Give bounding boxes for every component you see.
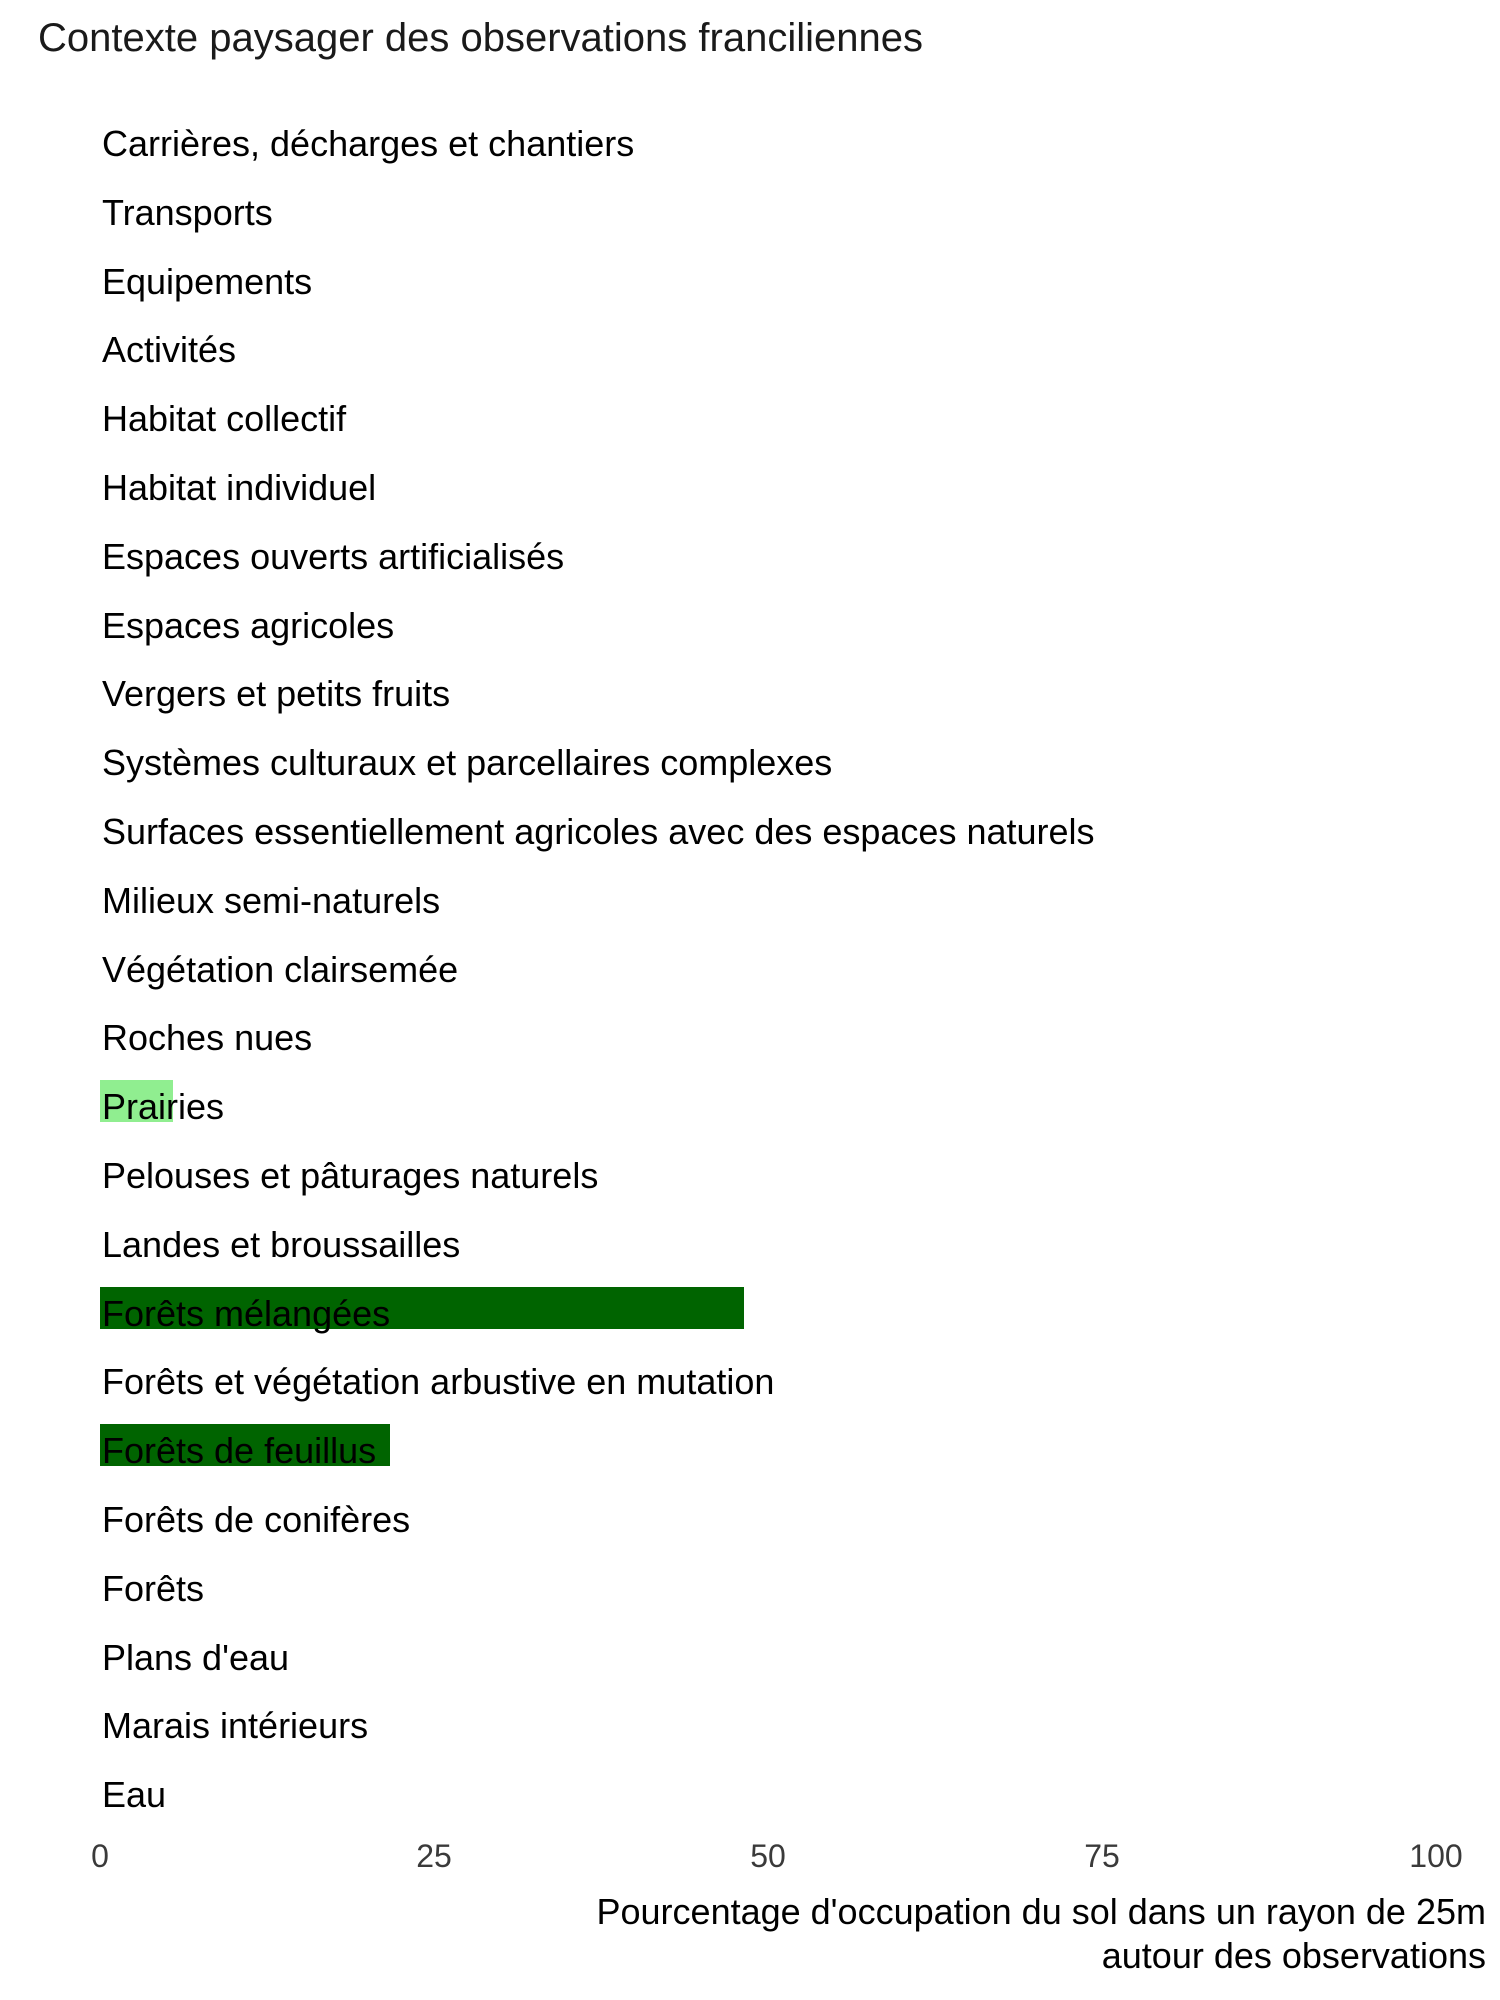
bar-row [100,248,1436,317]
category-label: Habitat individuel [102,467,377,508]
x-tick-label: 0 [91,1838,109,1874]
bar-row [100,1555,1436,1624]
bar-row [100,110,1436,179]
bar-row [100,454,1436,523]
bar-row [100,798,1436,867]
category-label: Habitat collectif [102,398,347,440]
category-label: Pelouses et pâturages naturels [102,1155,599,1196]
bar-row [100,1073,1436,1142]
x-tick-label: 75 [1084,1838,1120,1874]
bar-row [100,523,1436,592]
bar-row [100,592,1436,661]
bar-row [100,1624,1436,1693]
x-tick-label: 25 [416,1838,452,1874]
category-label: Forêts de conifères [102,1499,411,1540]
bar-row [100,936,1436,1005]
category-label: Roches nues [102,1017,313,1059]
category-label: Equipements [102,260,313,302]
bar-row [100,1761,1436,1830]
plot-area [100,110,1436,1830]
bar-row [100,1280,1436,1349]
category-label: Prairies [102,1086,225,1128]
bar-row [100,1348,1436,1417]
category-label: Forêts et végétation arbustive en mutation [102,1361,775,1403]
category-label: Milieux semi-naturels [102,879,441,921]
bar-row [100,1142,1436,1211]
x-axis-label: Pourcentage d'occupation du sol dans un rayon de 25m autour des observations [596,1891,1486,1976]
category-label: Forêts mélangées [102,1292,391,1334]
category-label: Plans d'eau [102,1636,290,1678]
category-label: Carrières, décharges et chantiers [102,123,635,164]
category-label: Transports [102,191,273,233]
bar-row [100,1692,1436,1761]
category-label: Landes et broussailles [102,1223,461,1265]
category-label: Surfaces essentiellement agricoles avec des espaces naturels [102,811,1095,852]
category-label: Activités [102,329,237,371]
category-label: Eau [102,1774,167,1816]
bar-row [100,729,1436,798]
bar-row [100,1004,1436,1073]
bar-row [100,1211,1436,1280]
bar-row [100,867,1436,936]
chart-title: Contexte paysager des observations franciliennes [38,16,923,60]
bar-row [100,179,1436,248]
category-label: Marais intérieurs [102,1705,369,1747]
category-label: Espaces agricoles [102,604,395,646]
category-label: Forêts [102,1567,205,1609]
category-label: Espaces ouverts artificialisés [102,535,565,577]
bar-row [100,660,1436,729]
bar-row [100,385,1436,454]
category-label: Vergers et petits fruits [102,673,451,715]
bar-row [100,316,1436,385]
bar-row [100,1486,1436,1555]
x-tick-label: 50 [750,1838,786,1874]
category-label: Systèmes culturaux et parcellaires complexes [102,742,833,784]
category-label: Forêts de feuillus [102,1430,377,1472]
category-label: Végétation clairsemée [102,948,459,990]
x-tick-label: 100 [1409,1838,1463,1874]
x-axis [91,1838,1463,1884]
bar-row [100,1417,1436,1486]
